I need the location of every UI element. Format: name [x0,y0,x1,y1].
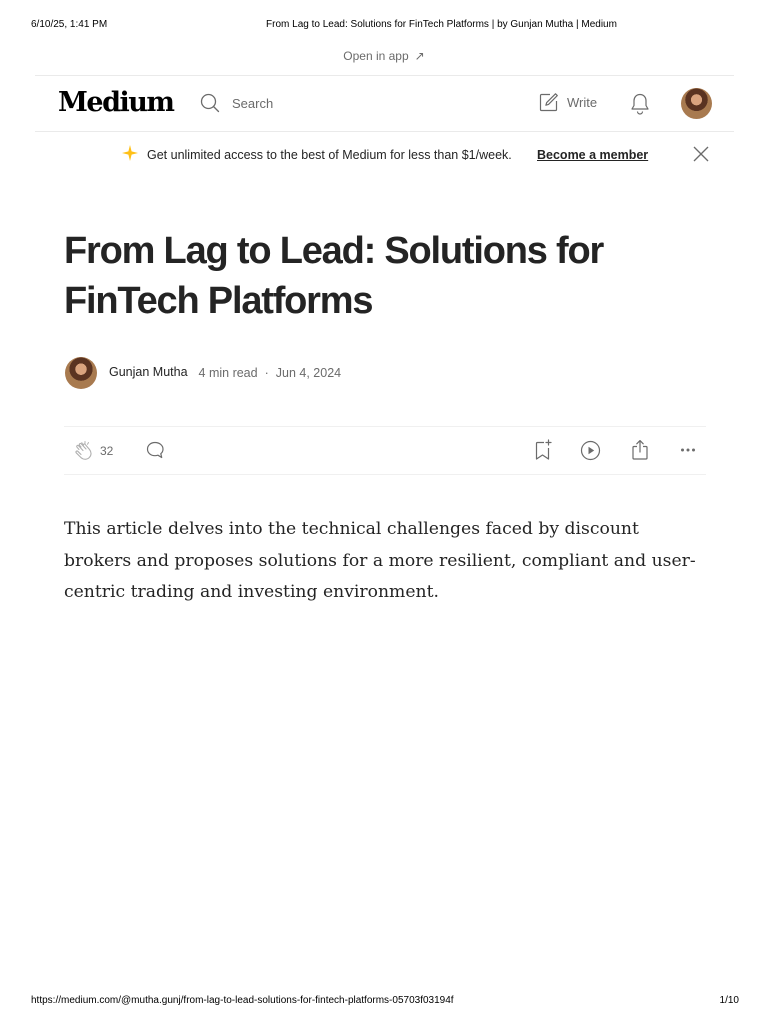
comment-button[interactable] [145,440,165,465]
arrow-up-right-icon: ↗ [414,49,425,63]
open-in-app-link[interactable] [0,49,768,63]
print-doc-title: From Lag to Lead: Solutions for FinTech Platforms | by Gunjan Mutha | Medium [266,19,617,30]
article-intro-paragraph: This article delves into the technical challenges faced by discount brokers and proposes solutions for a more resilient, compliant and user-centric trading and investing environment. [64,519,696,602]
banner-text: Get unlimited access to the best of Medium for less than $1/week. [147,148,512,162]
membership-banner [0,146,768,166]
print-url: https://medium.com/@mutha.gunj/from-lag-to-lead-solutions-for-fintech-platforms-05703f03194f [31,995,454,1006]
publish-date: Jun 4, 2024 [275,366,342,380]
more-icon [679,441,697,459]
write-icon [538,92,559,113]
read-time: 4 min read [198,366,258,380]
listen-button[interactable] [580,440,601,466]
clap-count: 32 [100,444,114,458]
article-meta [199,366,342,380]
share-button[interactable] [630,439,650,466]
navbar [35,77,734,131]
more-button[interactable] [679,441,697,464]
print-page-number: 1/10 [719,995,739,1006]
bell-icon [629,92,651,116]
comment-icon [145,440,165,460]
write-label: Write [567,95,598,110]
navbar-top-divider [35,75,734,76]
clap-icon [73,440,95,462]
author-name[interactable]: Gunjan Mutha [109,365,188,379]
close-icon[interactable] [693,146,709,162]
open-in-app-label: Open in app [343,49,409,63]
byline [65,357,341,389]
article-action-bar [64,426,706,475]
clap-button[interactable] [73,440,113,462]
play-icon [580,440,601,461]
share-icon [630,439,650,461]
user-avatar[interactable] [681,88,712,119]
medium-logo[interactable]: Medium [58,87,174,118]
article-title: From Lag to Lead: Solutions for FinTech Platforms [64,230,604,322]
save-button[interactable] [533,439,553,466]
print-datetime: 6/10/25, 1:41 PM [31,19,108,30]
notifications-button[interactable] [629,92,651,121]
meta-separator: · [264,366,269,380]
search-label: Search [232,95,274,111]
become-member-link[interactable]: Become a member [537,148,649,162]
search-button[interactable] [200,93,273,113]
bookmark-add-icon [533,439,553,461]
author-avatar[interactable] [65,357,97,389]
search-icon [200,93,220,113]
write-button[interactable] [538,92,597,113]
sparkle-icon [122,145,138,161]
navbar-bottom-divider [35,131,734,132]
